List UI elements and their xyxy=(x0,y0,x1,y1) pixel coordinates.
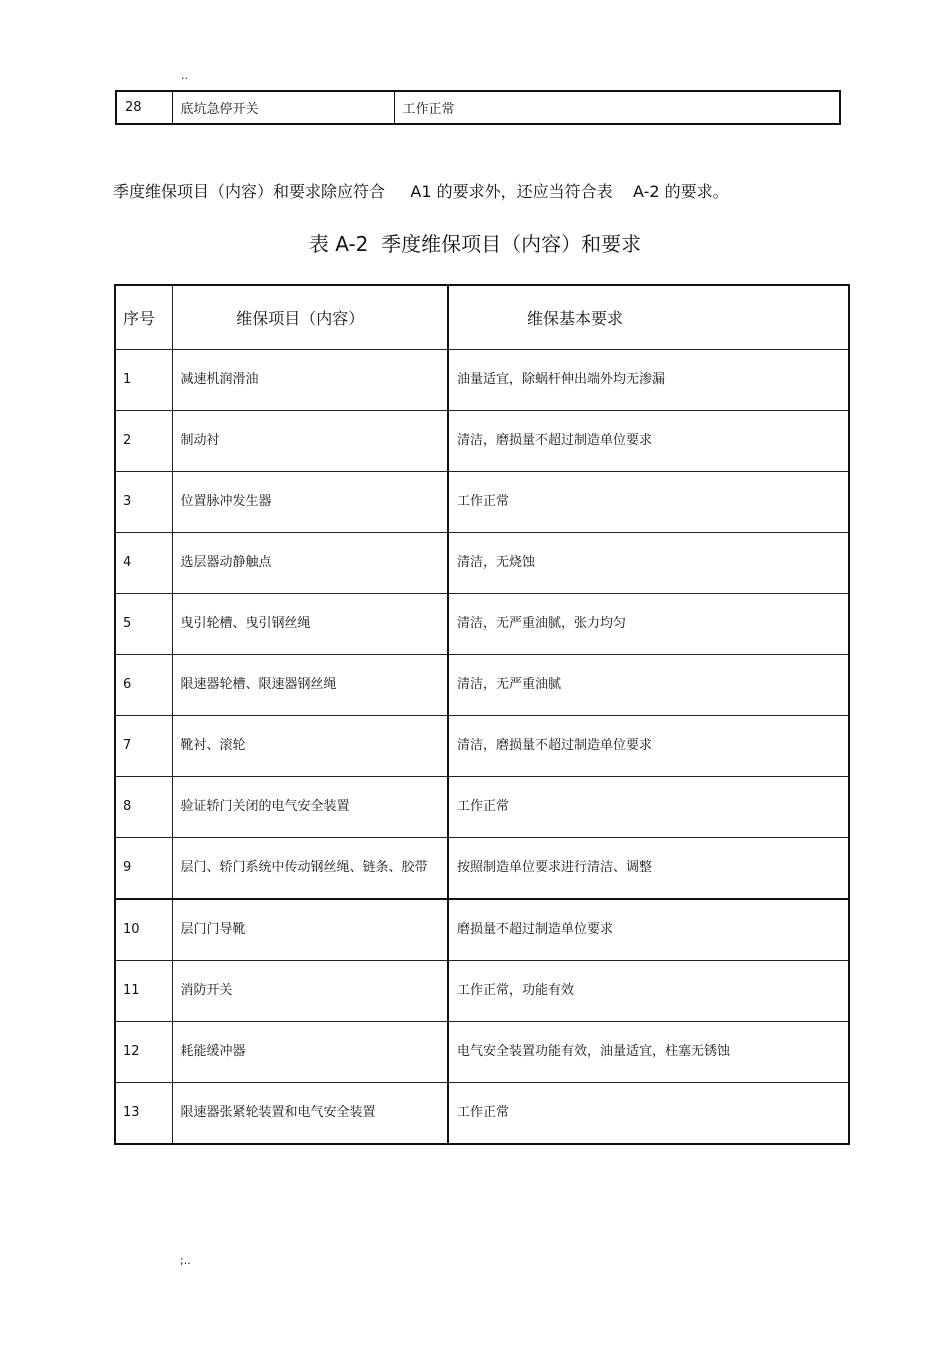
intro-paragraph: 季度维保项目（内容）和要求除应符合 A1 的要求外，还应当符合表 A-2 的要求。 xyxy=(113,182,729,201)
row-item: 减速机润滑油 xyxy=(172,350,448,411)
table-row xyxy=(115,777,849,838)
header-item: 维保项目（内容） xyxy=(172,285,448,350)
row-requirement: 磨损量不超过制造单位要求 xyxy=(448,899,849,961)
page-marker-bottom: ;.. xyxy=(180,1254,191,1267)
row-item: 限速器轮槽、限速器钢丝绳 xyxy=(172,655,448,716)
row-number: 1 xyxy=(115,350,172,411)
table-row xyxy=(115,1022,849,1083)
table-row xyxy=(115,899,849,961)
row-number: 9 xyxy=(115,838,172,900)
table-caption: 表 A-2 季度维保项目（内容）和要求 xyxy=(308,232,642,256)
table-row xyxy=(115,533,849,594)
row-item: 曳引轮槽、曳引钢丝绳 xyxy=(172,594,448,655)
table-row xyxy=(115,472,849,533)
row-item: 制动衬 xyxy=(172,411,448,472)
table-row xyxy=(115,1083,849,1145)
row-item: 位置脉冲发生器 xyxy=(172,472,448,533)
row-item: 靴衬、滚轮 xyxy=(172,716,448,777)
row-item: 限速器张紧轮装置和电气安全装置 xyxy=(172,1083,448,1145)
table-row xyxy=(115,961,849,1022)
row-item: 耗能缓冲器 xyxy=(172,1022,448,1083)
row-item: 层门、轿门系统中传动钢丝绳、链条、胶带 xyxy=(172,838,448,900)
previous-table-fragment xyxy=(115,90,841,125)
row-item: 层门门导靴 xyxy=(172,899,448,961)
row-number: 28 xyxy=(116,91,172,124)
row-requirement: 工作正常，功能有效 xyxy=(448,961,849,1022)
row-number: 3 xyxy=(115,472,172,533)
table-row xyxy=(115,350,849,411)
row-number: 5 xyxy=(115,594,172,655)
row-requirement: 清洁，无严重油腻，张力均匀 xyxy=(448,594,849,655)
row-requirement: 清洁，磨损量不超过制造单位要求 xyxy=(448,716,849,777)
table-row xyxy=(115,594,849,655)
row-requirement: 电气安全装置功能有效，油量适宜，柱塞无锈蚀 xyxy=(448,1022,849,1083)
table-row xyxy=(115,655,849,716)
header-requirement: 维保基本要求 xyxy=(448,285,849,350)
row-requirement: 清洁，无烧蚀 xyxy=(448,533,849,594)
row-number: 12 xyxy=(115,1022,172,1083)
row-requirement: 清洁，无严重油腻 xyxy=(448,655,849,716)
row-number: 11 xyxy=(115,961,172,1022)
header-number: 序号 xyxy=(115,285,172,350)
row-number: 7 xyxy=(115,716,172,777)
row-number: 8 xyxy=(115,777,172,838)
table-header-row xyxy=(115,285,849,350)
row-requirement: 油量适宜，除蜗杆伸出端外均无渗漏 xyxy=(448,350,849,411)
row-requirement: 按照制造单位要求进行清洁、调整 xyxy=(448,838,849,900)
table-row xyxy=(115,411,849,472)
row-item: 验证轿门关闭的电气安全装置 xyxy=(172,777,448,838)
row-number: 2 xyxy=(115,411,172,472)
row-item: 选层器动静触点 xyxy=(172,533,448,594)
row-item: 消防开关 xyxy=(172,961,448,1022)
table-row xyxy=(116,91,840,124)
table-row xyxy=(115,716,849,777)
table-row xyxy=(115,838,849,900)
page-marker-top: .. xyxy=(181,69,188,82)
row-requirement: 工作正常 xyxy=(448,777,849,838)
row-number: 13 xyxy=(115,1083,172,1145)
row-number: 4 xyxy=(115,533,172,594)
row-requirement: 工作正常 xyxy=(394,91,840,124)
row-item: 底坑急停开关 xyxy=(172,91,394,124)
row-requirement: 工作正常 xyxy=(448,1083,849,1145)
row-requirement: 清洁，磨损量不超过制造单位要求 xyxy=(448,411,849,472)
row-requirement: 工作正常 xyxy=(448,472,849,533)
quarterly-maintenance-table xyxy=(114,284,850,1145)
row-number: 6 xyxy=(115,655,172,716)
row-number: 10 xyxy=(115,899,172,961)
